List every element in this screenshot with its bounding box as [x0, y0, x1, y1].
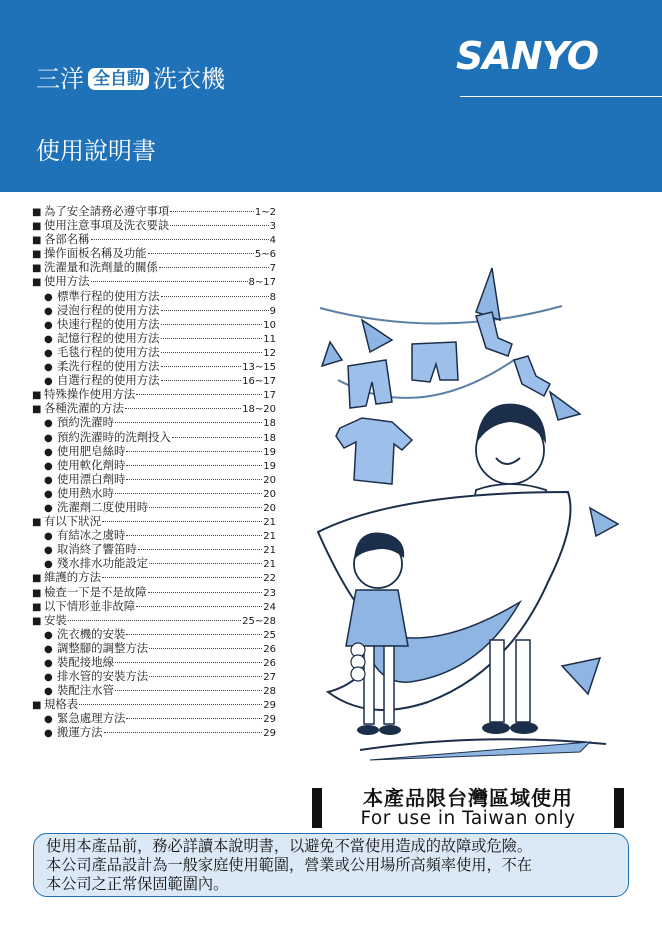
toc-bullet: ● [44, 362, 53, 374]
toc-bullet: ● [44, 672, 53, 684]
toc-entry [32, 641, 276, 655]
toc-entry [32, 683, 276, 697]
toc-entry [32, 613, 276, 627]
toc-bullet: ■ [32, 587, 42, 599]
toc-entry [32, 345, 276, 359]
toc-entry [32, 415, 276, 429]
title-suffix: 洗衣機 [153, 65, 225, 93]
toc-page-number: 26 [263, 658, 276, 669]
toc-leader-dots [91, 281, 248, 282]
toc-entry [32, 556, 276, 570]
toc-leader-dots [126, 718, 262, 719]
toc-page-number: 4 [269, 235, 276, 247]
toc-leader-dots [91, 239, 269, 240]
toc-page-number: 16~17 [242, 376, 276, 388]
toc-page-number: 19 [263, 446, 276, 458]
warning-line-1: 使用本產品前，務必詳讀本說明書，以避免不當使用造成的故障或危險。 [46, 837, 532, 855]
toc-leader-dots [136, 394, 262, 395]
toc-page-number: 12 [263, 347, 276, 359]
toc-leader-dots [102, 521, 262, 522]
toc-page-number: 22 [263, 573, 276, 585]
toc-bullet: ● [44, 643, 53, 655]
warning-line-3: 本公司之正常保固範圍內。 [46, 875, 229, 893]
toc-entry [32, 697, 276, 711]
toc-page-number: 18 [263, 418, 276, 430]
toc-leader-dots [104, 732, 263, 733]
toc-bullet: ■ [32, 277, 42, 289]
toc-bullet: ■ [32, 404, 42, 416]
toc-leader-dots [136, 606, 262, 607]
toc-entry [32, 274, 276, 288]
toc-page-number: 21 [263, 559, 276, 571]
toc-leader-dots [115, 422, 262, 423]
brand-logo: SANYO [456, 34, 599, 78]
toc-page-number: 1~2 [254, 207, 276, 218]
toc-bullet: ■ [32, 573, 42, 585]
toc-entry [32, 401, 276, 415]
toc-bullet: ■ [32, 263, 42, 275]
product-title [36, 62, 225, 96]
toc-entry [32, 373, 276, 387]
toc-entry [32, 542, 276, 556]
toc-leader-dots [79, 704, 262, 705]
toc-leader-dots [161, 310, 269, 311]
toc-leader-dots [115, 493, 262, 494]
toc-page-number: 8~17 [248, 277, 276, 289]
toc-entry-title: 使用肥皂絲時 [57, 443, 126, 458]
toc-entry-title: 標準行程的使用方法 [57, 288, 160, 303]
toc-entry-title: 洗濯劑二度使用時 [57, 499, 149, 514]
toc-leader-dots [161, 366, 242, 367]
toc-leader-dots [172, 437, 262, 438]
toc-leader-dots [126, 535, 262, 536]
toc-entry-title: 操作面板名稱及功能 [44, 246, 147, 261]
toc-entry-title: 特殊操作使用方法 [44, 387, 136, 402]
toc-entry [32, 570, 276, 584]
toc-bullet: ● [44, 502, 53, 514]
toc-entry [32, 500, 276, 514]
toc-page-number: 7 [269, 263, 276, 275]
toc-bullet: ● [44, 333, 53, 345]
toc-page-number: 13~15 [242, 362, 276, 374]
toc-entry-title: 以下情形並非故障 [44, 598, 136, 613]
toc-page-number: 18 [263, 432, 276, 444]
usage-warning-box [33, 833, 629, 897]
toc-entry [32, 444, 276, 458]
toc-bullet: ● [44, 418, 53, 430]
toc-entry-title: 洗衣機的安裝 [57, 626, 126, 641]
toc-entry-title: 緊急處理方法 [57, 711, 126, 726]
manual-subtitle: 使用說明書 [36, 137, 156, 165]
toc-entry-title: 檢查一下是不是故障 [44, 584, 147, 599]
toc-page-number: 23 [263, 587, 276, 599]
toc-entry-title: 自選行程的使用方法 [57, 373, 160, 388]
toc-entry [32, 514, 276, 528]
toc-leader-dots [126, 634, 262, 635]
toc-entry [32, 655, 276, 669]
toc-entry [32, 528, 276, 542]
toc-entry [32, 289, 276, 303]
toc-page-number: 10 [263, 319, 276, 331]
toc-page-number: 5~6 [254, 249, 276, 261]
toc-leader-dots [161, 380, 242, 381]
toc-leader-dots [161, 296, 269, 297]
toc-leader-dots [125, 408, 241, 409]
toc-page-number: 25 [263, 629, 276, 641]
toc-leader-dots [161, 338, 263, 339]
toc-entry [32, 359, 276, 373]
warning-line-2: 本公司產品設計為一般家庭使用範圍，營業或公用場所高頻率使用，不在 [46, 856, 532, 874]
toc-entry [32, 317, 276, 331]
toc-entry-title: 使用軟化劑時 [57, 457, 126, 472]
toc-bullet: ● [44, 658, 53, 669]
toc-bullet: ■ [32, 615, 42, 627]
toc-leader-dots [161, 324, 263, 325]
toc-page-number: 8 [269, 291, 276, 303]
toc-leader-dots [170, 225, 268, 226]
toc-entry [32, 387, 276, 401]
toc-leader-dots [170, 211, 254, 212]
toc-entry-title: 調整腳的調整方法 [57, 640, 149, 655]
toc-page-number: 25~28 [242, 615, 276, 627]
toc-entry-title: 裝配注水管 [57, 683, 114, 698]
toc-page-number: 28 [263, 686, 276, 698]
toc-leader-dots [115, 662, 262, 663]
taiwan-notice-english: For use in Taiwan only [360, 808, 576, 829]
toc-bullet: ■ [32, 390, 42, 402]
toc-leader-dots [68, 620, 241, 621]
toc-bullet: ■ [32, 221, 42, 233]
toc-entry [32, 458, 276, 472]
toc-page-number: 11 [263, 333, 276, 345]
toc-leader-dots [126, 465, 262, 466]
toc-leader-dots [149, 563, 262, 564]
toc-entry-title: 裝配接地線 [57, 655, 114, 669]
toc-bullet: ■ [32, 601, 42, 613]
toc-entry-title: 使用熱水時 [57, 485, 114, 500]
toc-leader-dots [159, 267, 269, 268]
toc-leader-dots [148, 253, 254, 254]
toc-bullet: ● [44, 460, 53, 472]
toc-bullet: ■ [32, 517, 42, 529]
toc-leader-dots [138, 549, 263, 550]
toc-bullet: ● [44, 714, 53, 726]
toc-page-number: 27 [263, 672, 276, 684]
toc-bullet: ● [44, 305, 53, 317]
toc-entry-title: 使用漂白劑時 [57, 471, 126, 486]
toc-entry-title: 洗濯量和洗劑量的關係 [44, 260, 158, 275]
toc-entry [32, 585, 276, 599]
toc-page-number: 19 [263, 460, 276, 472]
toc-entry [32, 472, 276, 486]
toc-entry-title: 預約洗濯時的洗劑投入 [57, 429, 171, 444]
toc-entry-title: 安裝 [44, 612, 67, 627]
toc-entry-title: 搬運方法 [57, 725, 103, 740]
toc-bullet: ■ [32, 249, 42, 261]
toc-bullet: ● [44, 319, 53, 331]
toc-leader-dots [148, 592, 263, 593]
toc-entry [32, 331, 276, 345]
title-badge: 全自動 [88, 68, 149, 90]
toc-bullet: ■ [32, 700, 42, 712]
toc-entry-title: 維護的方法 [44, 570, 101, 585]
toc-leader-dots [126, 479, 262, 480]
toc-entry-title: 各部名稱 [44, 232, 90, 247]
toc-page-number: 29 [263, 700, 276, 712]
title-prefix: 三洋 [36, 65, 84, 93]
toc-page-number: 29 [263, 728, 276, 740]
toc-entry [32, 725, 276, 739]
toc-page-number: 3 [269, 221, 276, 233]
laundry-illustration [300, 262, 630, 784]
toc-bullet: ● [44, 686, 53, 698]
toc-entry-title: 使用注意事項及洗衣要訣 [44, 218, 170, 233]
toc-leader-dots [149, 676, 262, 677]
toc-entry [32, 669, 276, 683]
toc-bullet: ■ [32, 235, 42, 247]
toc-bullet: ● [44, 728, 53, 740]
toc-entry-title: 為了安全請務必遵守事項 [44, 204, 170, 218]
toc-bullet: ● [44, 347, 53, 359]
toc-page-number: 18~20 [242, 404, 276, 416]
toc-entry [32, 246, 276, 260]
toc-page-number: 24 [263, 601, 276, 613]
toc-bullet: ● [44, 432, 53, 444]
notice-bar-right [614, 788, 624, 828]
cover-header [0, 0, 662, 192]
toc-page-number: 21 [263, 545, 276, 557]
toc-entry [32, 599, 276, 613]
toc-entry [32, 627, 276, 641]
toc-entry [32, 204, 276, 218]
toc-entry-title: 柔洗行程的使用方法 [57, 359, 160, 374]
toc-page-number: 20 [263, 502, 276, 514]
table-of-contents [32, 204, 276, 740]
toc-entry-title: 快速行程的使用方法 [57, 316, 160, 331]
taiwan-use-notice [312, 787, 624, 829]
toc-entry [32, 486, 276, 500]
toc-entry-title: 取消終了響笛時 [57, 542, 137, 557]
toc-leader-dots [161, 352, 263, 353]
toc-entry [32, 430, 276, 444]
toc-entry-title: 使用方法 [44, 274, 90, 289]
toc-bullet: ● [44, 291, 53, 303]
toc-entry-title: 殘水排水功能設定 [57, 556, 149, 571]
toc-bullet: ● [44, 488, 53, 500]
toc-entry-title: 有以下狀況 [44, 514, 101, 529]
toc-leader-dots [102, 577, 262, 578]
taiwan-notice-chinese: 本產品限台灣區域使用 [363, 786, 573, 810]
toc-entry [32, 260, 276, 274]
notice-bar-left [312, 788, 322, 828]
toc-leader-dots [115, 690, 262, 691]
toc-entry-title: 有結冰之虞時 [57, 528, 126, 543]
toc-entry [32, 232, 276, 246]
toc-bullet: ● [44, 545, 53, 557]
toc-entry [32, 303, 276, 317]
toc-page-number: 21 [263, 531, 276, 543]
toc-entry-title: 浸泡行程的使用方法 [57, 302, 160, 317]
toc-leader-dots [149, 507, 262, 508]
toc-bullet: ● [44, 559, 53, 571]
toc-entry-title: 各種洗濯的方法 [44, 401, 124, 416]
toc-bullet: ● [44, 446, 53, 458]
toc-entry [32, 711, 276, 725]
toc-page-number: 26 [263, 643, 276, 655]
toc-bullet: ● [44, 531, 53, 543]
toc-entry-title: 規格表 [44, 697, 79, 712]
toc-page-number: 21 [263, 517, 276, 529]
toc-leader-dots [149, 648, 262, 649]
toc-bullet: ■ [32, 207, 42, 218]
toc-entry-title: 毛毯行程的使用方法 [57, 344, 160, 359]
toc-bullet: ● [44, 629, 53, 641]
toc-entry-title: 排水管的安裝方法 [57, 669, 149, 684]
toc-page-number: 29 [263, 714, 276, 726]
toc-page-number: 20 [263, 474, 276, 486]
brand-divider [460, 96, 662, 97]
toc-bullet: ● [44, 474, 53, 486]
toc-page-number: 9 [269, 305, 276, 317]
toc-entry-title: 記憶行程的使用方法 [57, 330, 160, 345]
toc-page-number: 17 [263, 390, 276, 402]
toc-entry [32, 218, 276, 232]
toc-entry-title: 預約洗濯時 [57, 415, 114, 430]
toc-leader-dots [126, 451, 262, 452]
toc-page-number: 20 [263, 488, 276, 500]
toc-bullet: ● [44, 376, 53, 388]
